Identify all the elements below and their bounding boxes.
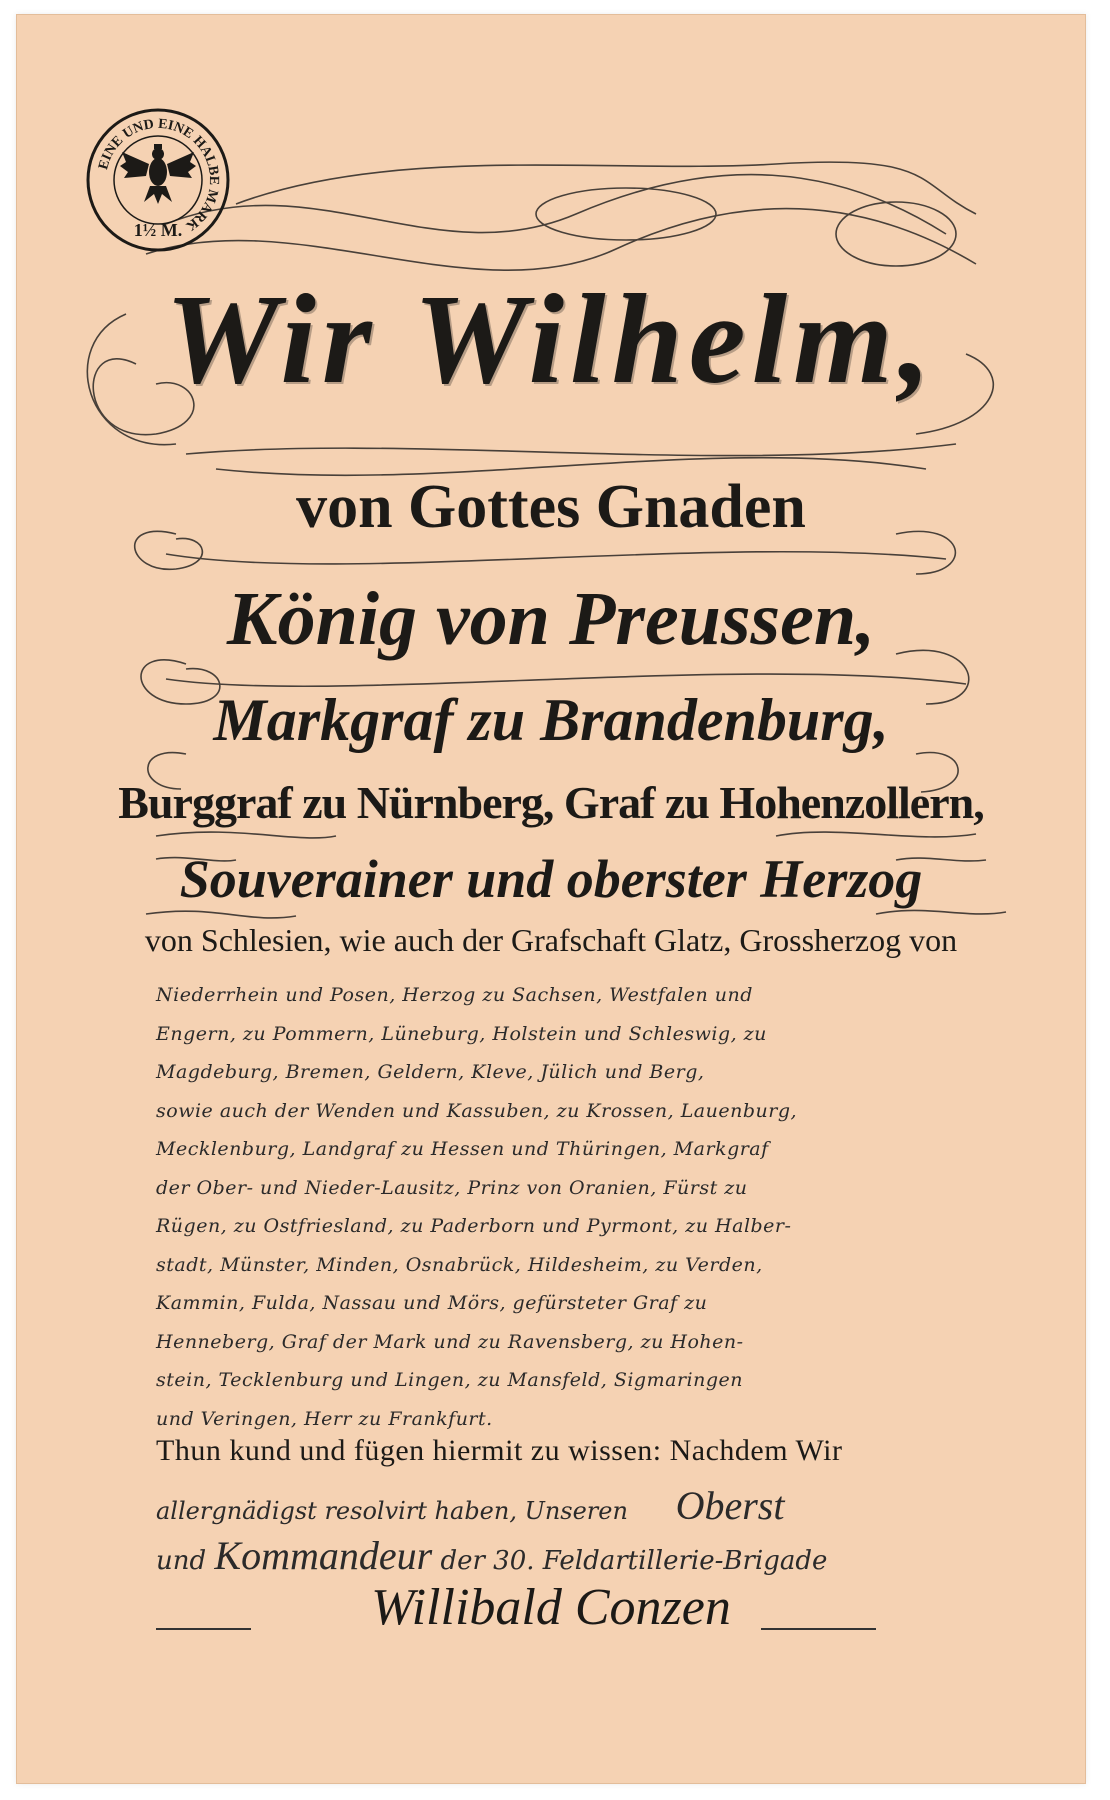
eagle-icon (120, 144, 196, 204)
brigade-text: der 30. Feldartillerie-Brigade (440, 1546, 828, 1576)
stamp-ring-text: EINE UND EINE HALBE MARK (96, 116, 222, 234)
heading-markgraf: Markgraf zu Brandenburg, (213, 687, 889, 753)
heading-wir-wilhelm: Wir Wilhelm, (165, 268, 937, 410)
heading-gottes-gnaden: von Gottes Gnaden (296, 473, 806, 541)
heading-burggraf: Burggraf zu Nürnberg, Graf zu Hohenzollern, (118, 777, 984, 828)
titles-list (156, 976, 996, 1438)
heading-schlesien: von Schlesien, wie auch der Grafschaft Glatz, Grossherzog von (144, 922, 958, 958)
title-line: Kammin, Fulda, Nassau und Mörs, gefürsteter Graf zu (156, 1292, 708, 1314)
rank-text: Oberst (675, 1483, 785, 1528)
resolution-text: allergnädigst resolvirt haben, Unseren (156, 1497, 628, 1525)
name-rule-right (761, 1628, 876, 1630)
document-sheet (16, 14, 1086, 1784)
fill-in-line-2 (156, 1532, 1006, 1579)
title-line: Engern, zu Pommern, Lüneburg, Holstein und Schleswig, zu (156, 1022, 767, 1045)
conjunction-text: und (156, 1546, 207, 1576)
title-line: der Ober- und Nieder-Lausitz, Prinz von Oranien, Fürst zu (156, 1176, 748, 1199)
stamp-value: 1½ M. (133, 220, 183, 240)
heading-koenig: König von Preussen, (226, 577, 876, 661)
commander-title: Kommandeur (214, 1533, 433, 1578)
title-line: Niederrhein und Posen, Herzog zu Sachsen, Westfalen und (156, 984, 753, 1006)
title-line: Mecklenburg, Landgraf zu Hessen und Thüringen, Markgraf (156, 1138, 769, 1160)
title-line: stein, Tecklenburg und Lingen, zu Mansfeld, Sigmaringen (156, 1369, 743, 1391)
fill-in-line-1 (156, 1482, 1006, 1529)
recipient-name: Willibald Conzen (371, 1579, 731, 1636)
proclamation-line: Thun kund und fügen hiermit zu wissen: Nachdem Wir (156, 1434, 843, 1467)
title-line: Henneberg, Graf der Mark und zu Ravensberg, zu Hohen- (156, 1330, 744, 1353)
title-line: und Veringen, Herr zu Frankfurt. (156, 1407, 493, 1430)
title-line: sowie auch der Wenden und Kassuben, zu Krossen, Lauenburg, (156, 1099, 798, 1122)
tax-stamp-seal (84, 106, 232, 254)
heading-herzog: Souverainer und oberster Herzog (179, 849, 923, 909)
title-line: stadt, Münster, Minden, Osnabrück, Hildesheim, zu Verden, (156, 1253, 763, 1276)
title-line: Magdeburg, Bremen, Geldern, Kleve, Jülich und Berg, (156, 1061, 705, 1083)
title-line: Rügen, zu Ostfriesland, zu Paderborn und Pyrmont, zu Halber- (156, 1215, 792, 1237)
